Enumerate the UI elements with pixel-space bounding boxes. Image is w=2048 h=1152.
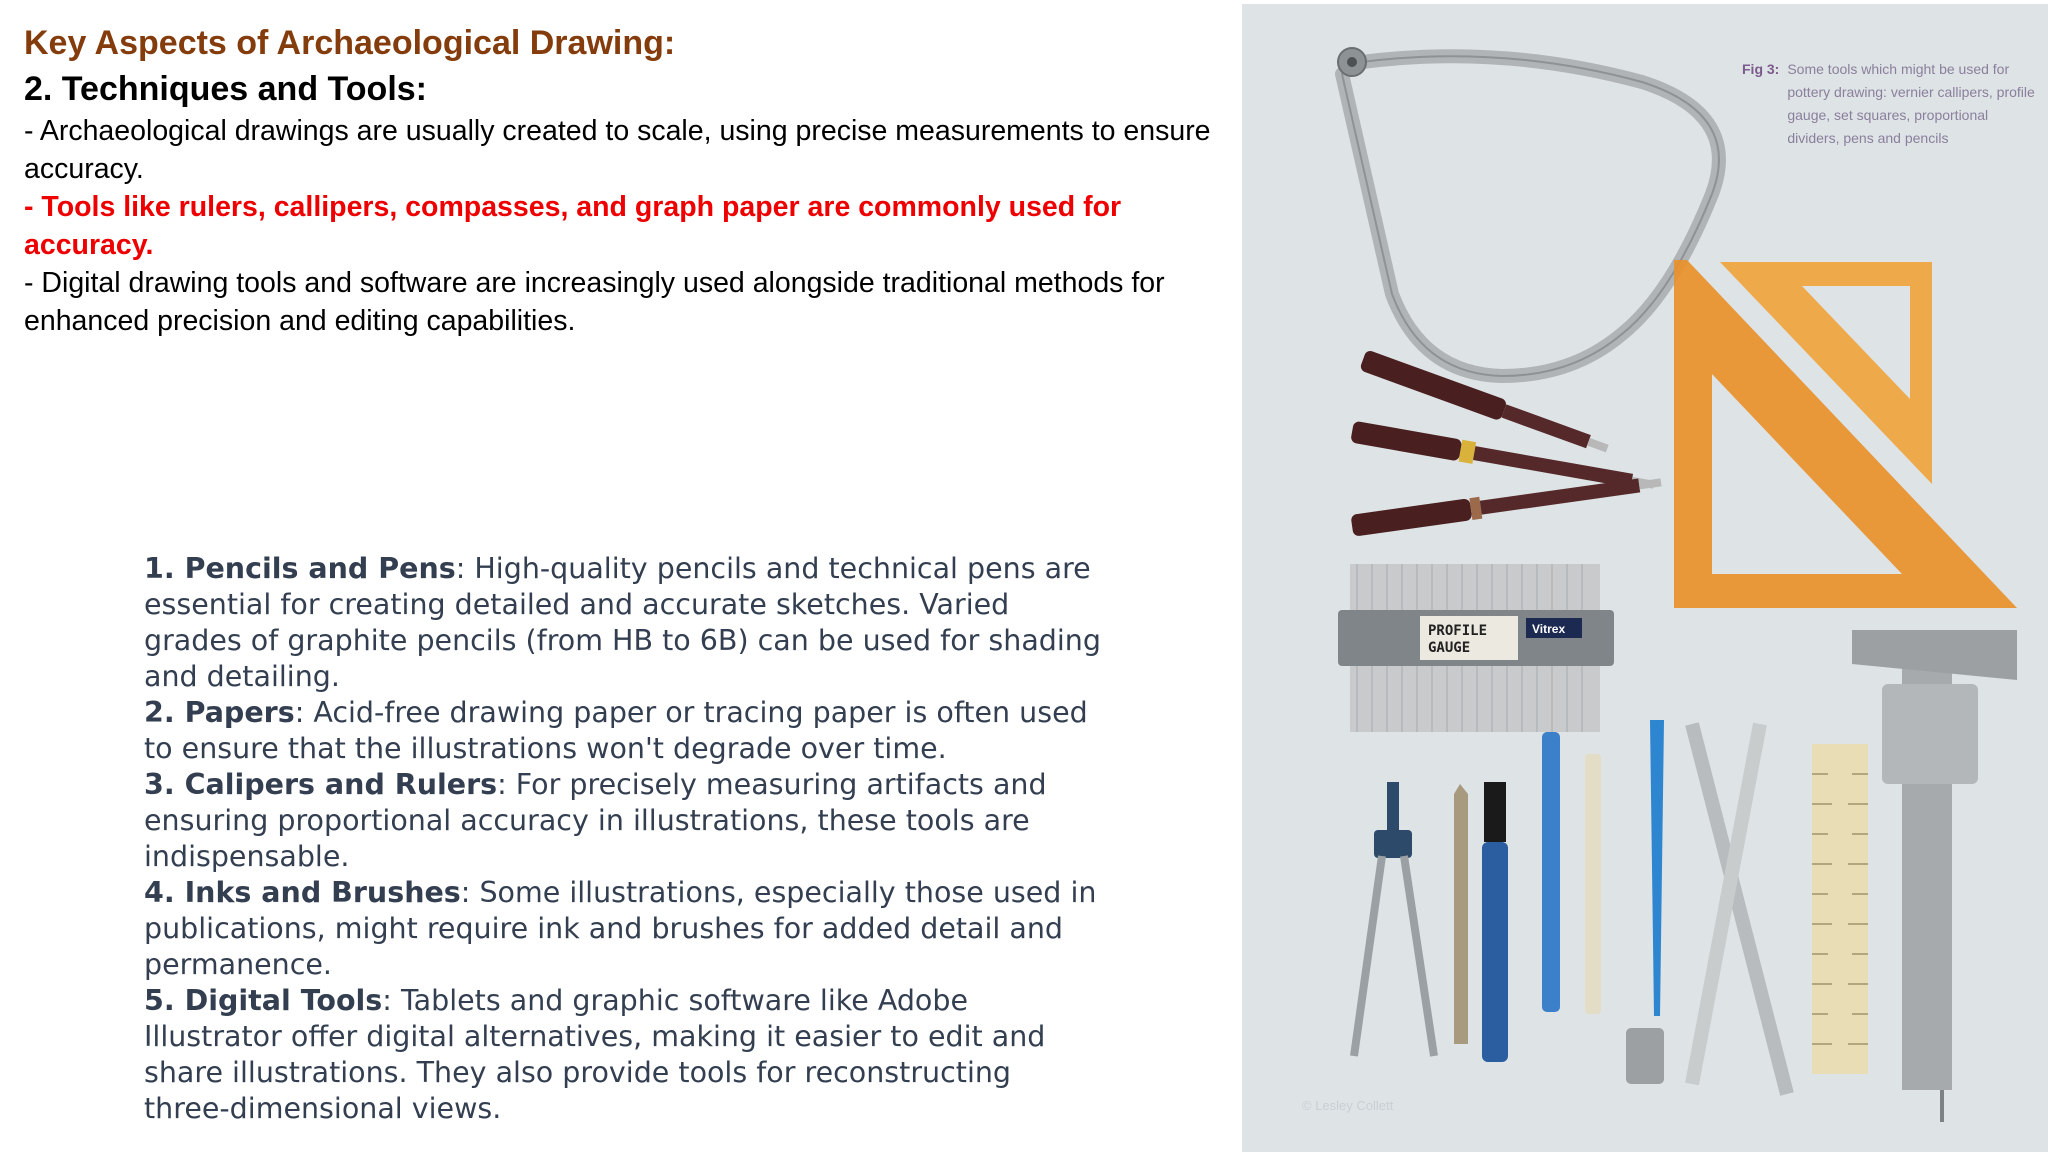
figure-caption-text: Some tools which might be used for pottery drawing: vernier callipers, profile gauge, set squares, proportional dividers, pens and pencils [1787, 61, 2035, 146]
tool-list [144, 551, 1104, 1127]
tools-illustration [1242, 4, 2048, 1152]
gauge-brand: Vitrex [1532, 622, 1566, 636]
tool-desc: : Acid-free drawing paper or tracing paper is often used to ensure that the illustrations won't degrade over time. [144, 696, 1088, 765]
heading-block [24, 20, 1214, 340]
scale-ruler [1812, 744, 1868, 1074]
tool-desc: : For precisely measuring artifacts and ensuring proportional accuracy in illustrations, these tools are indispensable. [144, 768, 1047, 873]
tool-item-inks [144, 875, 1104, 983]
bullet-scale: - Archaeological drawings are usually created to scale, using precise measurements to ensure accuracy. [24, 115, 1211, 185]
pencils [1454, 720, 1664, 1062]
slide-heading: Key Aspects of Archaeological Drawing: [24, 24, 676, 62]
curved-calliper [1338, 48, 1719, 376]
tool-item-papers [144, 695, 1104, 767]
bullet-tools-highlight: - Tools like rulers, callipers, compasses, and graph paper are commonly used for accuracy. [24, 191, 1122, 261]
tool-name: 4. Inks and Brushes [144, 876, 461, 909]
tools-photo [1242, 4, 2048, 1152]
tool-desc: : Tablets and graphic software like Adobe Illustrator offer digital alternatives, making it easier to edit and share illustrations. They also provide tools for reconstructing three-dimensional views. [144, 984, 1046, 1125]
figure-caption [1742, 58, 2042, 150]
set-squares [1674, 260, 2017, 608]
gauge-label-line1: PROFILE [1428, 623, 1488, 639]
tool-name: 3. Calipers and Rulers [144, 768, 498, 801]
compass [1354, 782, 1434, 1056]
proportional-dividers [1692, 724, 1787, 1094]
profile-gauge [1338, 564, 1614, 732]
slide-subheading: 2. Techniques and Tools: [24, 70, 428, 108]
tool-name: 2. Papers [144, 696, 295, 729]
vernier-callipers [1852, 630, 2017, 1122]
tool-desc: : Some illustrations, especially those used in publications, might require ink and brushes for added detail and permanence. [144, 876, 1097, 981]
tool-name: 5. Digital Tools [144, 984, 383, 1017]
gauge-label-line2: GAUGE [1428, 640, 1471, 656]
tool-item-calipers [144, 767, 1104, 875]
sharpener [1626, 1028, 1664, 1084]
photo-copyright: © Lesley Collett [1302, 1098, 1394, 1113]
tool-desc: : High-quality pencils and technical pens are essential for creating detailed and accurate sketches. Varied grades of graphite pencils (from HB to 6B) can be used for shading and detailing. [144, 552, 1101, 693]
tool-name: 1. Pencils and Pens [144, 552, 456, 585]
bullet-digital: - Digital drawing tools and software are increasingly used alongside traditional methods for enhanced precision and editing capabilities. [24, 267, 1165, 337]
figure-label: Fig 3: [1742, 61, 1780, 77]
tool-item-pencils [144, 551, 1104, 695]
tool-item-digital [144, 983, 1104, 1127]
